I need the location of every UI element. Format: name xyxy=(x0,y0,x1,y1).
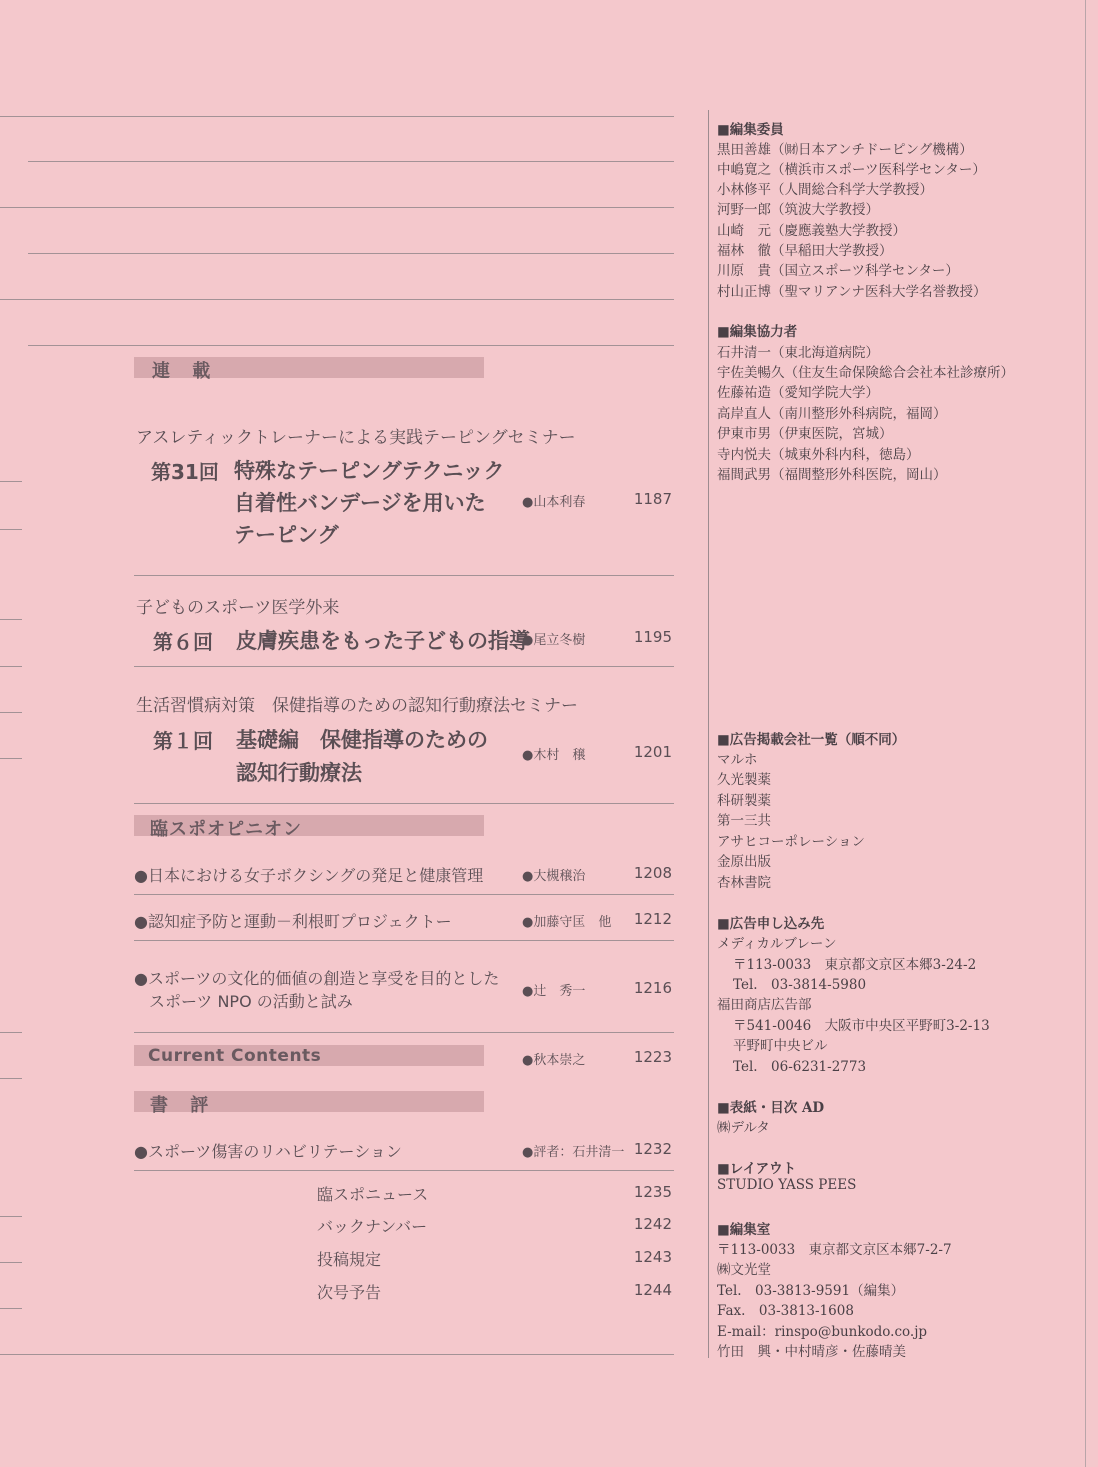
author: ●尾立冬樹 xyxy=(522,633,586,648)
advertiser: マルホ xyxy=(717,752,758,768)
editor-entry: 福林 徹（早稲田大学教授） xyxy=(717,243,893,259)
page-number: 1235 xyxy=(633,1183,672,1201)
author: ●辻 秀一 xyxy=(522,984,586,999)
rule-line xyxy=(134,575,674,576)
author: ●木村 穣 xyxy=(522,748,586,763)
page-number: 1242 xyxy=(633,1215,672,1233)
cooperator-entry: 寺内悦夫（城東外科内科，徳島） xyxy=(717,447,920,463)
edge-tick xyxy=(0,1216,22,1217)
rule-line xyxy=(134,1032,674,1033)
editor-entry: 中嶋寛之（横浜市スポーツ医科学センター） xyxy=(717,162,986,178)
edge-tick xyxy=(0,1262,22,1263)
advertiser: 杏林書院 xyxy=(717,875,771,891)
ad-contact-heading: ■広告申し込み先 xyxy=(717,916,825,932)
page-edge-line xyxy=(1085,0,1086,1467)
rule-line xyxy=(28,345,674,346)
page-number: 1216 xyxy=(633,979,672,997)
episode-number: 第６回 xyxy=(153,630,213,654)
section-title-opinion: 臨スポオピニオン xyxy=(150,819,302,840)
page-number: 1195 xyxy=(633,628,672,646)
editor-entry: 河野一郎（筑波大学教授） xyxy=(717,202,879,218)
cooperator-entry: 石井清一（東北海道病院） xyxy=(717,345,879,361)
misc-item: バックナンバー xyxy=(317,1217,428,1236)
office-line: Fax. 03-3813-1608 xyxy=(717,1303,854,1319)
page-number: 1223 xyxy=(633,1048,672,1066)
author: ●秋本崇之 xyxy=(522,1053,586,1068)
author: ●大槻穣治 xyxy=(522,869,586,884)
advertisers-heading: ■広告掲載会社一覧（順不同） xyxy=(717,732,906,748)
opinion-item: ●認知症予防と運動－利根町プロジェクトー xyxy=(134,912,452,931)
opinion-item: ●スポーツの文化的価値の創造と享受を目的とした xyxy=(134,969,500,988)
cooperator-entry: 高岸直人（南川整形外科病院，福岡） xyxy=(717,406,947,422)
author: ●加藤守匡 他 xyxy=(522,915,612,930)
editorial-office-heading: ■編集室 xyxy=(717,1222,771,1238)
advertiser: 金原出版 xyxy=(717,854,771,870)
section-title-review: 書 評 xyxy=(150,1095,217,1116)
page-number: 1232 xyxy=(633,1140,672,1158)
author: ●山本利春 xyxy=(522,495,586,510)
page-number: 1187 xyxy=(633,490,672,508)
rule-line xyxy=(28,161,674,162)
rule-line xyxy=(134,666,674,667)
editor-entry: 村山正博（聖マリアンナ医科大学名誉教授） xyxy=(717,284,987,300)
page-number: 1244 xyxy=(633,1281,672,1299)
opinion-item: ●日本における女子ボクシングの発足と健康管理 xyxy=(134,866,484,885)
rule-line xyxy=(134,803,674,804)
rule-line xyxy=(134,940,674,941)
rule-line xyxy=(28,253,674,254)
misc-item: 投稿規定 xyxy=(317,1250,382,1269)
rule-line xyxy=(0,1354,674,1355)
cooperator-entry: 宇佐美暢久（住友生命保険総合会社本社診療所） xyxy=(717,365,1014,381)
ad-contact-line: 平野町中央ビル xyxy=(733,1038,828,1054)
edge-tick xyxy=(0,619,22,620)
author: ●評者：石井清一 xyxy=(522,1145,625,1160)
opinion-item: スポーツ NPO の活動と試み xyxy=(149,992,353,1011)
editor-entry: 小林修平（人間総合科学大学教授） xyxy=(717,182,933,198)
edge-tick xyxy=(0,1308,22,1309)
edge-tick xyxy=(0,481,22,482)
cooperators-heading: ■編集協力者 xyxy=(717,324,798,340)
editor-entry: 川原 貴（国立スポーツ科学センター） xyxy=(717,263,959,279)
edge-tick xyxy=(0,1078,22,1079)
advertiser: アサヒコーポレーション xyxy=(717,834,865,850)
advertiser: 久光製薬 xyxy=(717,772,771,788)
rule-line xyxy=(0,299,674,300)
ad-contact-line: メディカルブレーン xyxy=(717,936,837,952)
article-title: 特殊なテーピングテクニック xyxy=(234,459,505,483)
rule-line xyxy=(134,1170,674,1171)
article-title: 基礎編 保健指導のための xyxy=(236,728,488,752)
series-name: アスレティックトレーナーによる実践テーピングセミナー xyxy=(136,428,576,448)
ad-contact-line: 福田商店広告部 xyxy=(717,997,812,1013)
ad-contact-line: Tel. 03-3814-5980 xyxy=(733,977,867,993)
editor-entry: 山崎 元（慶應義塾大学教授） xyxy=(717,223,906,239)
edge-tick xyxy=(0,712,22,713)
episode-number: 第１回 xyxy=(153,729,213,753)
ad-contact-line: 〒113-0033 東京都文京区本郷3-24-2 xyxy=(733,957,977,973)
cooperator-entry: 伊東市男（伊東医院，宮城） xyxy=(717,426,893,442)
cooperator-entry: 佐藤祐造（愛知学院大学） xyxy=(717,385,879,401)
misc-item: 臨スポニュース xyxy=(317,1185,429,1204)
office-line: 〒113-0033 東京都文京区本郷7-2-7 xyxy=(717,1242,952,1258)
edge-tick xyxy=(0,529,22,530)
cover-design-heading: ■表紙・目次 AD xyxy=(717,1100,825,1116)
cooperator-entry: 福間武男（福間整形外科医院，岡山） xyxy=(717,467,947,483)
ad-contact-line: Tel. 06-6231-2773 xyxy=(733,1059,867,1075)
article-title: テーピング xyxy=(234,523,339,547)
office-line: ㈱文光堂 xyxy=(717,1262,771,1278)
series-name: 子どものスポーツ医学外来 xyxy=(136,598,340,618)
section-title-current: Current Contents xyxy=(148,1046,322,1066)
page-number: 1201 xyxy=(633,743,672,761)
article-title: 認知行動療法 xyxy=(236,761,362,785)
page-number: 1212 xyxy=(633,910,672,928)
advertiser: 科研製薬 xyxy=(717,793,771,809)
rule-line xyxy=(0,116,674,117)
office-line: Tel. 03-3813-9591（編集） xyxy=(717,1283,905,1299)
article-title: 自着性バンデージを用いた xyxy=(234,491,486,515)
editor-entry: 黒田善雄（㈶日本アンチドーピング機構） xyxy=(717,142,973,158)
cover-design-credit: ㈱デルタ xyxy=(717,1120,770,1136)
column-divider xyxy=(708,110,709,1358)
page-number: 1208 xyxy=(633,864,672,882)
ad-contact-line: 〒541-0046 大阪市中央区平野町3-2-13 xyxy=(733,1018,990,1034)
review-item: ●スポーツ傷害のリハビリテーション xyxy=(134,1142,402,1161)
layout-heading: ■レイアウト xyxy=(717,1161,797,1177)
rule-line xyxy=(0,207,674,208)
office-staff: 竹田 興・中村晴彦・佐藤晴美 xyxy=(717,1344,906,1360)
editors-heading: ■編集委員 xyxy=(717,122,784,138)
advertiser: 第一三共 xyxy=(717,813,771,829)
office-email: E-mail：rinspo@bunkodo.co.jp xyxy=(717,1324,928,1340)
section-title-rensai: 連 載 xyxy=(152,361,219,382)
edge-tick xyxy=(0,758,22,759)
article-title: 皮膚疾患をもった子どもの指導 xyxy=(236,629,530,653)
page-number: 1243 xyxy=(633,1248,672,1266)
edge-tick xyxy=(0,666,22,667)
edge-tick xyxy=(0,1032,22,1033)
rule-line xyxy=(134,894,674,895)
episode-number: 第31回 xyxy=(151,460,219,484)
misc-item: 次号予告 xyxy=(317,1283,382,1302)
series-name: 生活習慣病対策 保健指導のための認知行動療法セミナー xyxy=(136,696,578,716)
layout-credit: STUDIO YASS PEES xyxy=(717,1177,857,1193)
